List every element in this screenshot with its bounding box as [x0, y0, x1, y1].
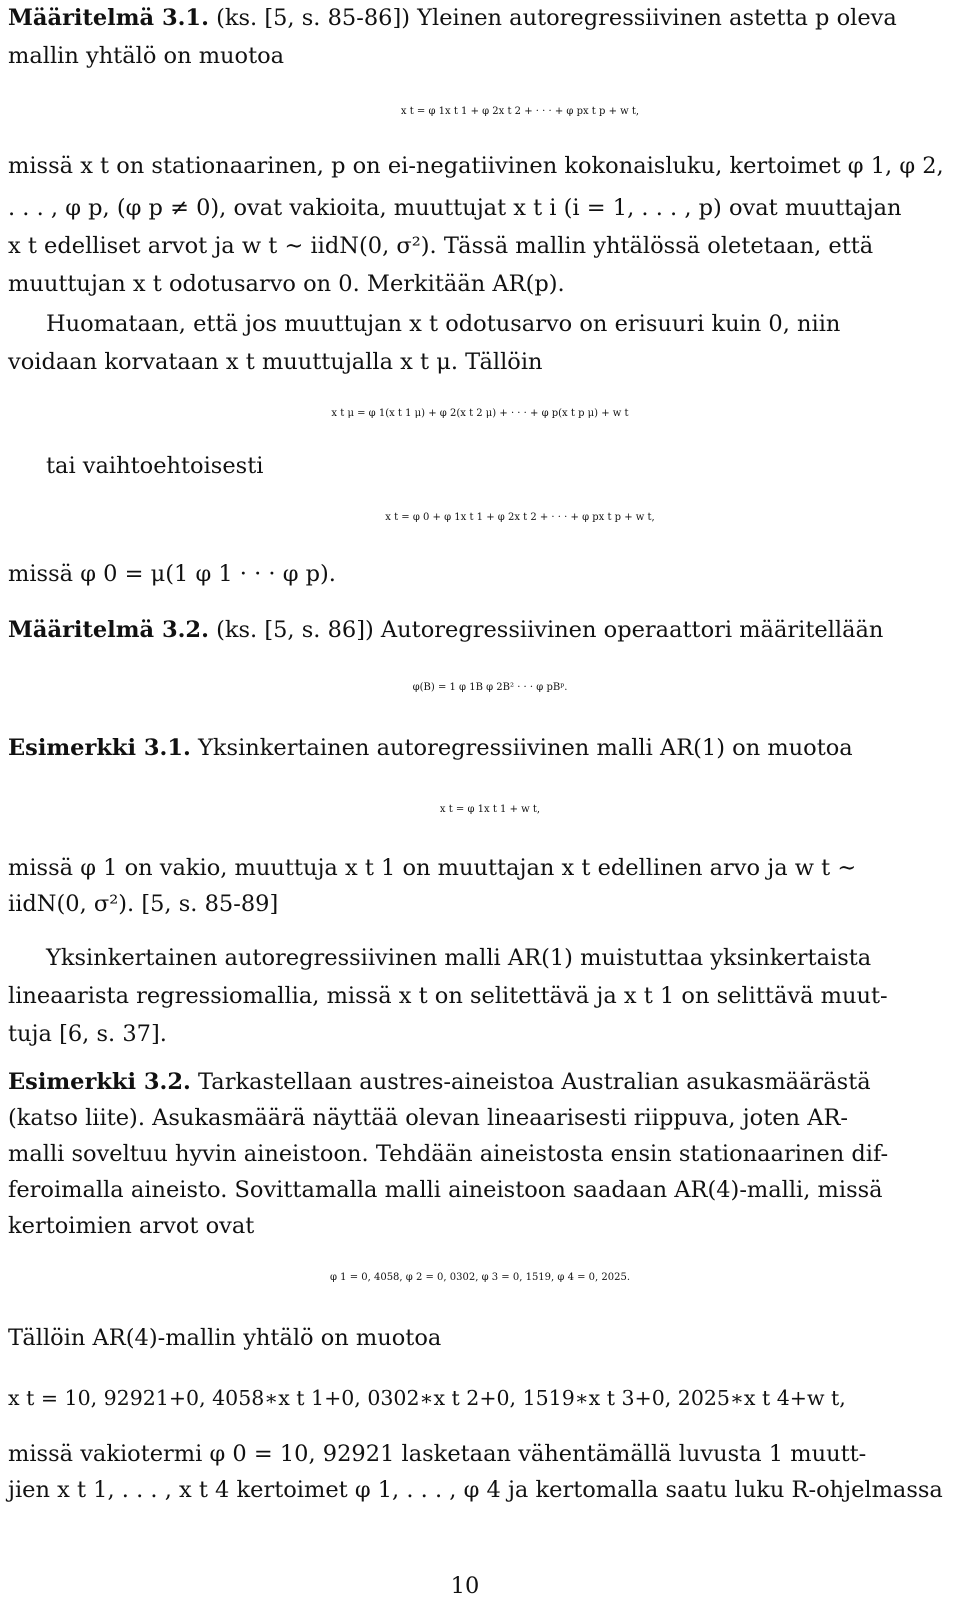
definition-3-1-line-2: mallin yhtälö on muotoa: [8, 43, 285, 69]
example-3-2-line-5: kertoimien arvot ovat: [8, 1213, 255, 1239]
definition-3-2-heading: Määritelmä 3.2.: [8, 617, 209, 643]
page-number: 10: [450, 1573, 480, 1599]
example-3-2-line-3: malli soveltuu hyvin aineistoon. Tehdään aineistosta ensin stationaarinen dif-: [8, 1141, 889, 1167]
definition-3-1-text: (ks. [5, s. 85-86]) Yleinen autoregressiivinen astetta p oleva: [216, 5, 897, 31]
definition-3-1-line-1: [8, 0, 897, 36]
definition-3-1-line-10: missä φ 0 = μ(1 φ 1 · · · φ p).: [8, 561, 336, 587]
example-3-1-line-2: missä φ 1 on vakio, muuttuja x t 1 on muuttajan x t edellinen arvo ja w t ∼: [8, 855, 857, 881]
definition-3-1-heading: Määritelmä 3.1.: [8, 5, 209, 31]
example-3-2-line-2: (katso liite). Asukasmäärä näyttää olevan lineaarisesti riippuva, joten AR-: [8, 1105, 848, 1131]
example-3-2-line-7: missä vakiotermi φ 0 = 10, 92921 lasketaan vähentämällä luvusta 1 muutt-: [8, 1441, 867, 1467]
operator-equation: φ(B) = 1 φ 1B φ 2B² · · · φ pBᵖ.: [412, 682, 568, 693]
example-3-1-heading: Esimerkki 3.1.: [8, 735, 191, 761]
definition-3-1-line-7: Huomataan, että jos muuttujan x t odotusarvo on erisuuri kuin 0, niin: [46, 311, 841, 337]
example-3-2-line-8: jien x t 1, . . . , x t 4 kertoimet φ 1, . . . , φ 4 ja kertomalla saatu luku R-ohjelmassa: [8, 1477, 943, 1503]
example-3-1-line-6: tuja [6, s. 37].: [8, 1021, 167, 1047]
example-3-1-line-5: lineaarista regressiomallia, missä x t on selitettävä ja x t 1 on selittävä muut-: [8, 983, 888, 1009]
example-3-1-line-3: iidN(0, σ²). [5, s. 85-89]: [8, 891, 279, 917]
definition-3-1-line-8: voidaan korvataan x t muuttujalla x t μ. Tällöin: [8, 349, 543, 375]
example-3-2-line-6: Tällöin AR(4)-mallin yhtälö on muotoa: [8, 1325, 442, 1351]
ar-p-equation: x t = φ 1x t 1 + φ 2x t 2 + · · · + φ px t p + w t,: [400, 106, 640, 117]
example-3-2-text: Tarkastellaan austres-aineistoa Australian asukasmäärästä: [198, 1069, 871, 1095]
example-3-2-line-1: [8, 1064, 871, 1100]
example-3-2-line-4: feroimalla aineisto. Sovittamalla malli aineistoon saadaan AR(4)-malli, missä: [8, 1177, 883, 1203]
definition-3-1-line-5: x t edelliset arvot ja w t ∼ iidN(0, σ²). Tässä mallin yhtälössä oletetaan, että: [8, 233, 874, 259]
example-3-1-line-1: [8, 730, 853, 766]
centered-mean-equation: x t μ = φ 1(x t 1 μ) + φ 2(x t 2 μ) + · · · + φ p(x t p μ) + w t: [331, 408, 629, 419]
definition-3-2-line-1: [8, 612, 883, 648]
example-3-2-heading: Esimerkki 3.2.: [8, 1069, 191, 1095]
example-3-1-line-4: Yksinkertainen autoregressiivinen malli AR(1) muistuttaa yksinkertaista: [46, 945, 872, 971]
ar-4-equation: x t = 10, 92921+0, 4058∗x t 1+0, 0302∗x t 2+0, 1519∗x t 3+0, 2025∗x t 4+w t,: [8, 1386, 846, 1410]
definition-3-1-line-6: muuttujan x t odotusarvo on 0. Merkitään AR(p).: [8, 271, 565, 297]
coefficient-values: φ 1 = 0, 4058, φ 2 = 0, 0302, φ 3 = 0, 1519, φ 4 = 0, 2025.: [329, 1272, 631, 1283]
example-3-1-text: Yksinkertainen autoregressiivinen malli AR(1) on muotoa: [198, 735, 853, 761]
definition-3-1-line-9: tai vaihtoehtoisesti: [46, 453, 264, 479]
ar-p-equation-with-constant: x t = φ 0 + φ 1x t 1 + φ 2x t 2 + · · · + φ px t p + w t,: [385, 512, 655, 523]
ar-1-equation: x t = φ 1x t 1 + w t,: [439, 804, 541, 815]
definition-3-2-text: (ks. [5, s. 86]) Autoregressiivinen operaattori määritellään: [216, 617, 884, 643]
definition-3-1-line-4: . . . , φ p, (φ p ≠ 0), ovat vakioita, muuttujat x t i (i = 1, . . . , p) ovat muuttajan: [8, 195, 902, 221]
definition-3-1-line-3: missä x t on stationaarinen, p on ei-negatiivinen kokonaisluku, kertoimet φ 1, φ 2,: [8, 153, 944, 179]
